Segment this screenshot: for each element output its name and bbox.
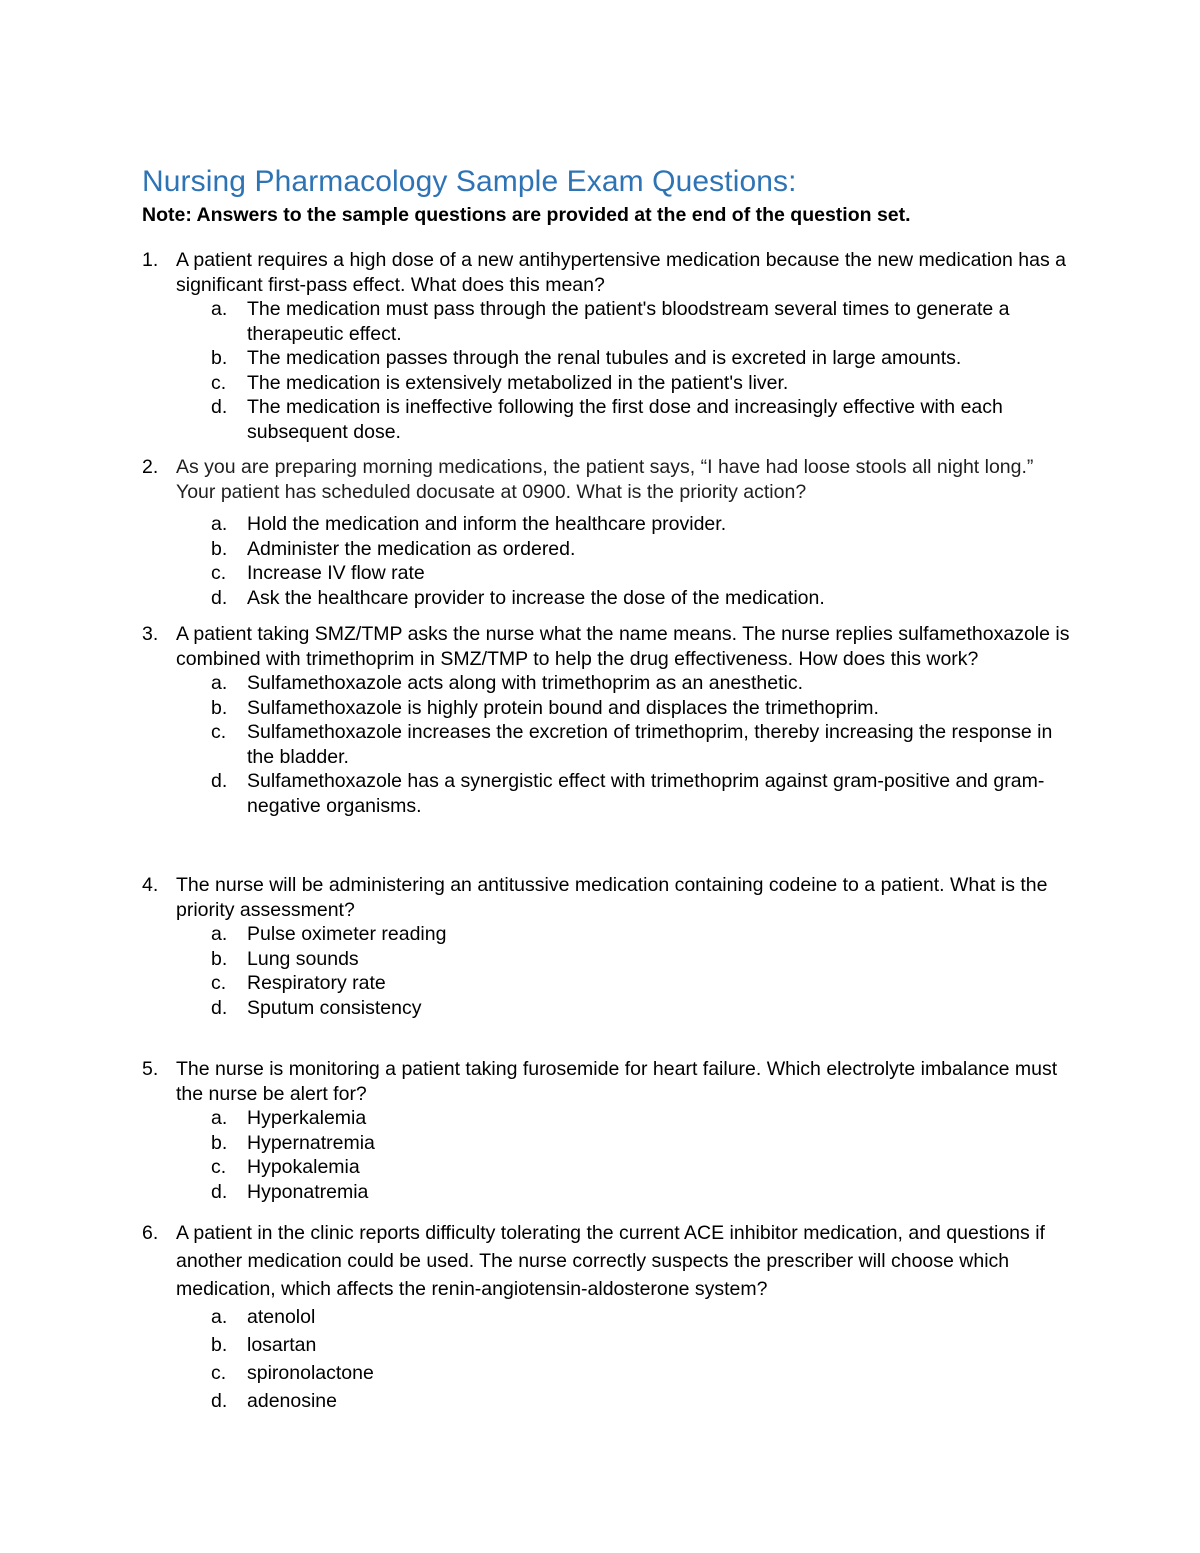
option-b [211,947,1072,972]
option-c [211,971,1072,996]
option-a [211,512,1072,537]
option-letter: d. [211,396,228,418]
question-number: 6. [142,1222,159,1244]
option-letter: d. [211,1180,228,1203]
option-text: Respiratory rate [247,972,386,994]
option-letter: b. [211,947,228,970]
option-d [211,1387,1072,1415]
option-letter: d. [211,770,228,792]
option-text: The medication must pass through the patient's bloodstream several times to generate a therapeutic effect. [247,298,1010,345]
option-letter: b. [211,537,228,560]
option-letter: a. [211,672,228,694]
option-text: The medication passes through the renal tubules and is excreted in large amounts. [247,347,962,369]
option-list [142,297,1072,444]
option-c [211,561,1072,586]
question-stem: The nurse will be administering an antitussive medication containing codeine to a patient. What is the priority assessment? [176,874,1048,921]
question-number: 4. [142,874,159,896]
option-letter: c. [211,1156,227,1178]
question-1 [142,248,1072,444]
question-4 [142,873,1072,1020]
option-text: adenosine [247,1390,337,1412]
option-list [142,1303,1072,1415]
option-c [211,1155,1072,1180]
option-d [211,996,1072,1021]
option-d [211,1180,1072,1205]
option-text: Hyponatremia [247,1180,369,1203]
option-letter: d. [211,1390,228,1412]
option-d [211,769,1072,818]
option-list [142,1106,1072,1204]
option-text: Sputum consistency [247,996,422,1019]
option-a [211,1303,1072,1331]
option-b [211,696,1072,721]
option-text: Sulfamethoxazole is highly protein bound and displaces the trimethoprim. [247,696,879,719]
option-a [211,922,1072,947]
option-letter: b. [211,347,228,369]
option-c [211,371,1072,396]
option-list [142,512,1072,610]
option-letter: a. [211,1306,228,1328]
option-letter: a. [211,1107,228,1129]
question-number: 3. [142,623,159,645]
option-text: Hyperkalemia [247,1107,367,1129]
option-text: The medication is ineffective following the first dose and increasingly effective with each subsequent dose. [247,396,1003,443]
question-number: 5. [142,1058,159,1080]
option-d [211,586,1072,611]
option-letter: b. [211,1334,228,1356]
question-stem: A patient in the clinic reports difficulty tolerating the current ACE inhibitor medication, and questions if another medication could be used. The nurse correctly suspects the prescriber will choose which medication, which affects the renin-angiotensin-aldosterone system? [176,1222,1045,1300]
option-letter: d. [211,586,228,609]
option-b [211,346,1072,371]
option-text: Increase IV flow rate [247,562,425,584]
option-text: spironolactone [247,1362,374,1384]
option-letter: d. [211,996,228,1019]
option-b [211,537,1072,562]
question-5 [142,1057,1072,1204]
option-a [211,297,1072,346]
option-text: The medication is extensively metabolized in the patient's liver. [247,371,789,394]
option-a [211,1106,1072,1131]
option-letter: a. [211,513,228,535]
option-b [211,1331,1072,1359]
option-text: Administer the medication as ordered. [247,537,576,560]
option-text: Hold the medication and inform the healthcare provider. [247,513,727,535]
option-text: Pulse oximeter reading [247,923,447,945]
option-c [211,1359,1072,1387]
option-letter: c. [211,1362,227,1384]
option-c [211,720,1072,769]
option-text: losartan [247,1334,317,1356]
question-stem: A patient requires a high dose of a new antihypertensive medication because the new medication has a significant first-pass effect. What does this mean? [176,249,1066,296]
option-letter: c. [211,972,227,994]
option-text: Hypokalemia [247,1156,360,1178]
option-text: Hypernatremia [247,1131,375,1154]
option-letter: b. [211,696,228,719]
option-a [211,671,1072,696]
option-list [142,671,1072,818]
option-text: Sulfamethoxazole has a synergistic effect with trimethoprim against gram-positive and gram-negative organisms. [247,770,1045,817]
option-text: Sulfamethoxazole acts along with trimethoprim as an anesthetic. [247,672,804,694]
option-letter: a. [211,923,228,945]
option-list [142,922,1072,1020]
option-letter: c. [211,371,227,394]
option-letter: b. [211,1131,228,1154]
option-letter: c. [211,721,227,743]
question-stem: As you are preparing morning medications, the patient says, “I have had loose stools all night long.” Your patient has scheduled docusate at 0900. What is the priority action? [176,456,1034,503]
option-text: Sulfamethoxazole increases the excretion of trimethoprim, thereby increasing the response in the bladder. [247,721,1053,768]
option-text: Lung sounds [247,947,359,970]
option-letter: a. [211,298,228,320]
question-stem: A patient taking SMZ/TMP asks the nurse what the name means. The nurse replies sulfamethoxazole is combined with trimethoprim in SMZ/TMP to help the drug effectiveness. How does this work? [176,623,1070,670]
option-letter: c. [211,562,227,584]
question-number: 1. [142,249,159,271]
option-b [211,1131,1072,1156]
option-text: Ask the healthcare provider to increase the dose of the medication. [247,586,825,609]
question-6 [142,1219,1072,1415]
question-stem: The nurse is monitoring a patient taking furosemide for heart failure. Which electrolyte imbalance must the nurse be alert for? [176,1058,1058,1105]
page-title: Nursing Pharmacology Sample Exam Questions: [142,165,797,198]
question-3 [142,622,1072,818]
question-2 [142,455,1072,610]
spacer [142,504,1072,512]
question-number: 2. [142,456,159,478]
answers-note: Note: Answers to the sample questions are provided at the end of the question set. [142,204,911,226]
option-text: atenolol [247,1306,316,1328]
option-d [211,395,1072,444]
